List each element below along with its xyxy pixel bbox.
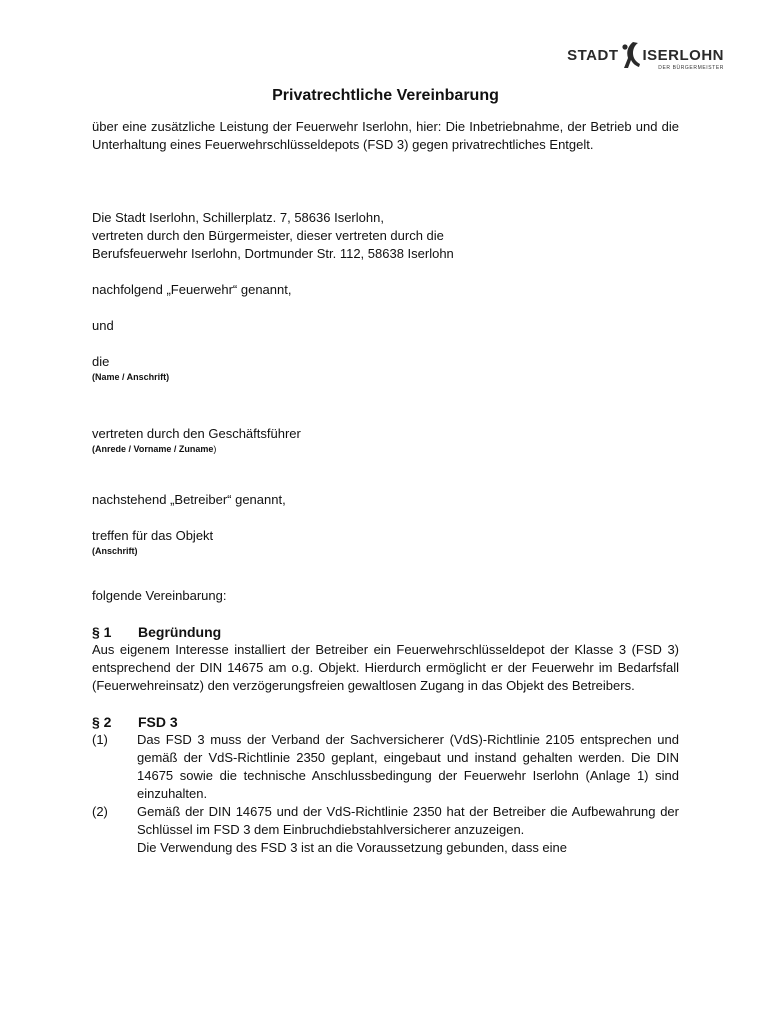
representative-hint-text: (Anrede / Vorname / Zuname: [92, 444, 214, 454]
die-text: die: [92, 354, 110, 369]
section-2-item-2: [92, 803, 679, 857]
object-line: treffen für das Objekt: [92, 528, 214, 543]
section-1-number: § 1: [92, 624, 112, 640]
city-emblem-icon: [619, 40, 641, 70]
section-1-title: Begründung: [138, 624, 222, 640]
party1-line1: Die Stadt Iserlohn, Schillerplatz. 7, 58636 Iserlohn,: [92, 210, 384, 225]
item-text-continued: Die Verwendung des FSD 3 ist an die Voraussetzung gebunden, dass eine: [137, 840, 568, 855]
und-text: und: [92, 318, 114, 333]
logo-subtitle: DER BÜRGERMEISTER: [658, 65, 724, 71]
name-address-hint: (Name / Anschrift): [92, 372, 170, 382]
party1-line3: Berufsfeuerwehr Iserlohn, Dortmunder Str. 112, 58638 Iserlohn: [92, 246, 454, 261]
object-address-hint: (Anschrift): [92, 546, 138, 556]
section-1-text: Aus eigenem Interesse installiert der Betreiber ein Feuerwehrschlüsseldepot der Klasse 3 (FSD 3) entsprechend der DIN 14675 am o.g. Objekt. Hierdurch ermöglicht er der Feuerwehr im Bedarfsfall (Feuerwehreinsatz) den verzögerungsfreien gewaltlosen Zugang in das Objekt des Betreibers.: [92, 642, 679, 693]
named-betreiber: nachstehend „Betreiber“ genannt,: [92, 492, 286, 507]
intro-paragraph: über eine zusätzliche Leistung der Feuerwehr Iserlohn, hier: Die Inbetriebnahme, der Betrieb und die Unterhaltung eines Feuerwehrschlüsseldepots (FSD 3) gegen privatrechtliches Entgelt.: [92, 119, 679, 152]
logo-text-iserlohn: ISERLOHN: [642, 47, 724, 64]
item-text-block: [137, 803, 679, 857]
document-body: [92, 86, 679, 857]
representative-hint: [92, 443, 679, 455]
section-1-heading: [92, 623, 679, 641]
document-title: Privatrechtliche Vereinbarung: [272, 87, 499, 104]
section-2-title: FSD 3: [138, 714, 178, 730]
section-2-heading: [92, 713, 679, 731]
party1-line2: vertreten durch den Bürgermeister, dieser vertreten durch die: [92, 228, 444, 243]
logo-text-stadt: STADT: [567, 47, 619, 64]
agreement-intro: folgende Vereinbarung:: [92, 588, 227, 603]
item-number: (1): [92, 732, 108, 747]
city-logo: [567, 40, 724, 71]
item-text: Gemäß der DIN 14675 und der VdS-Richtlinie 2350 hat der Betreiber die Aufbewahrung der Schlüssel im FSD 3 dem Einbruchdiebstahlversicherer anzuzeigen.: [137, 804, 679, 837]
represented-by: vertreten durch den Geschäftsführer: [92, 426, 301, 441]
item-text: Das FSD 3 muss der Verband der Sachversicherer (VdS)-Richtlinie 2105 entsprechen und gemäß der VdS-Richtlinie 2350 geplant, eingebaut und instand gehalten werden. Die DIN 14675 sowie die technische Anschlussbedingung der Feuerwehr Iserlohn (Anlage 1) sind einzuhalten.: [137, 732, 679, 801]
named-feuerwehr: nachfolgend „Feuerwehr“ genannt,: [92, 282, 292, 297]
representative-hint-end: ): [213, 444, 217, 454]
section-2-number: § 2: [92, 714, 112, 730]
section-2-item-1: [92, 731, 679, 803]
item-number: (2): [92, 804, 108, 819]
